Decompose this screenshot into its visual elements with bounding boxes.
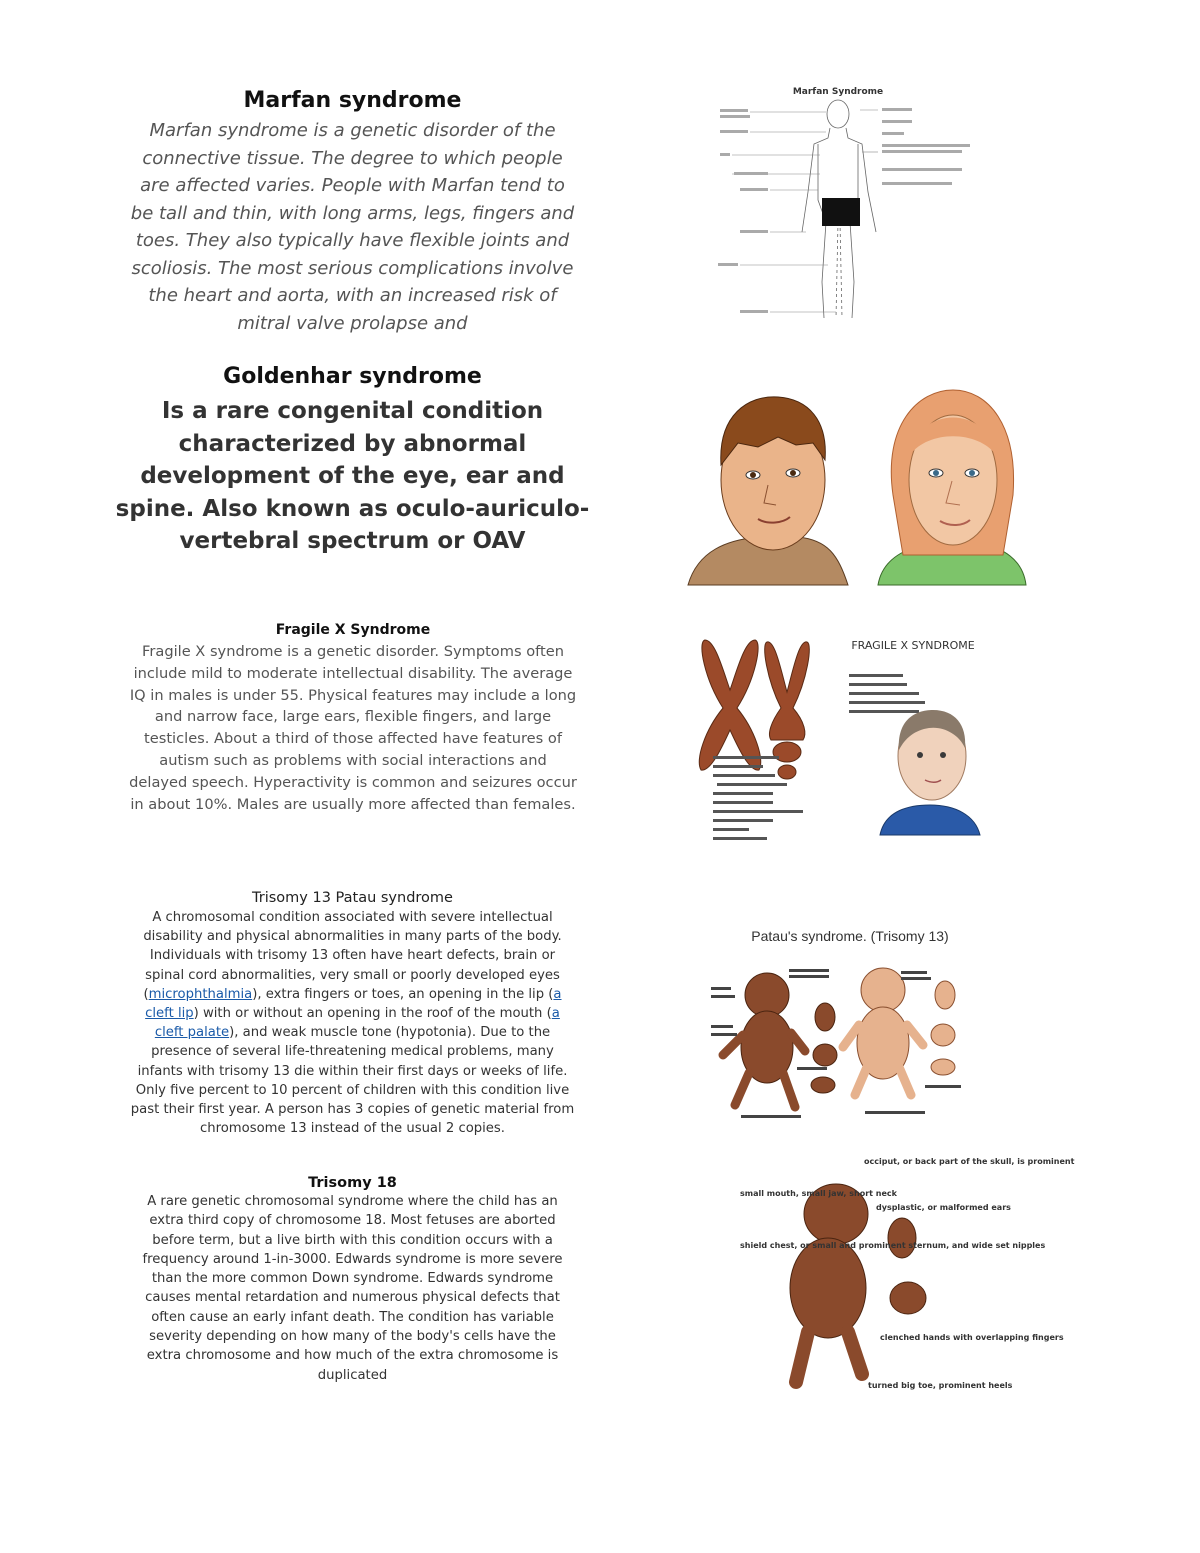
trisomy13-text-c: ) with or without an opening in the roof of the mouth ( [193,1006,552,1022]
trisomy13-title: Trisomy 13 Patau syndrome [252,890,453,906]
label-occiput: occiput, or back part of the skull, is prominent [864,1157,1075,1166]
link-cleft-lip[interactable]: a cleft lip [145,986,562,1022]
label-mouth: small mouth, small jaw, short neck [740,1189,897,1198]
boy-portrait [688,397,848,585]
trisomy18-title: Trisomy 18 [308,1175,397,1191]
fragile-x-figure-title: FRAGILE X SYNDROME [851,639,975,652]
link-microphthalmia[interactable]: microphthalmia [148,986,253,1002]
marfan-section [130,88,575,334]
infant-light [843,968,923,1095]
trisomy13-text-b: ), extra fingers or toes, an opening in the lip ( [252,986,554,1002]
marfan-figure-title: Marfan Syndrome [792,87,884,97]
trisomy18-figure [740,1152,1075,1402]
label-hands: clenched hands with overlapping fingers [880,1333,1064,1342]
marfan-text-clip [130,117,575,334]
goldenhar-figure [688,385,1033,585]
trisomy18-section [130,1175,575,1385]
goldenhar-section [115,364,590,558]
fragile-x-section [128,622,578,815]
marfan-text: Marfan syndrome is a genetic disorder of the connective tissue. The degree to which people are affected varies. People with Marfan tend to be tall and thin, with long arms, legs, fingers and toes. They also typically have flexible joints and scoliosis. The most serious complications involve the heart and aorta, with an increased risk of mitral valve prolapse and [130,120,575,334]
trisomy13-text-d: ), and weak muscle tone (hypotonia). Due to the presence of several life-threatening medical problems, many infants with trisomy 13 die within their first days or weeks of life. Only five percent to 10 percent of children with this condition live past their first year. A person has 3 copies of genetic material from chromosome 13 instead of the usual 2 copies. [130,1025,575,1137]
girl-portrait [878,390,1026,585]
marfan-title: Marfan syndrome [243,88,462,113]
goldenhar-title: Goldenhar syndrome [223,364,482,389]
fragile-x-figure [675,630,1015,860]
trisomy13-text-clip [130,908,575,1137]
details-dark [811,1003,837,1093]
trisomy13-text [130,908,575,1138]
trisomy13-section [130,890,575,1137]
link-cleft-palate[interactable]: a cleft palate [154,1006,560,1041]
details-light [931,981,955,1075]
fragile-x-title: Fragile X Syndrome [275,622,431,638]
fragile-x-text: Fragile X syndrome is a genetic disorder. Symptoms often include mild to moderate intellectual disability. The average IQ in males is under 55. Physical features may include a long and narrow face, large ears, flexible fingers, and large testicles. About a third of those affected have features of autism such as problems with social interactions and delayed speech. Hyperactivity is common and seizures occur in about 10%. Males are usually more affected than females. [129,643,577,813]
infant-trisomy18 [790,1184,926,1382]
marfan-figure [710,82,980,322]
patau-figure [705,955,975,1130]
child-portrait [880,710,980,835]
label-ears: dysplastic, or malformed ears [876,1203,1011,1212]
trisomy18-text: A rare genetic chromosomal syndrome where the child has an extra third copy of chromosome 18. Most fetuses are aborted before term, but a live birth with this condition occurs with a frequency around 1-in-3000. Edwards syndrome is more severe than the more common Down syndrome. Edwards syndrome causes mental retardation and numerous physical defects that often cause an early infant death. The condition has variable severity depending on how many of the body's cells have the extra chromosome and how much of the extra chromosome is duplicated [142,1194,563,1383]
label-chest: shield chest, or small and prominent sternum, and wide set nipples [740,1241,1046,1250]
infant-dark [723,973,805,1107]
label-feet: turned big toe, prominent heels [868,1381,1013,1390]
trisomy13-text-a: A chromosomal condition associated with severe intellectual disability and physical abnormalities in many parts of the body. Individuals with trisomy 13 often have heart defects, brain or spinal cord abnormalities, very small or poorly developed eyes ( [143,910,562,1002]
goldenhar-text: Is a rare congenital condition characterized by abnormal development of the eye, ear and spine. Also known as oculo-auriculo-vertebral spectrum or OAV [115,398,590,554]
patau-figure-title: Patau's syndrome. (Trisomy 13) [751,928,949,944]
shorts [822,198,860,226]
